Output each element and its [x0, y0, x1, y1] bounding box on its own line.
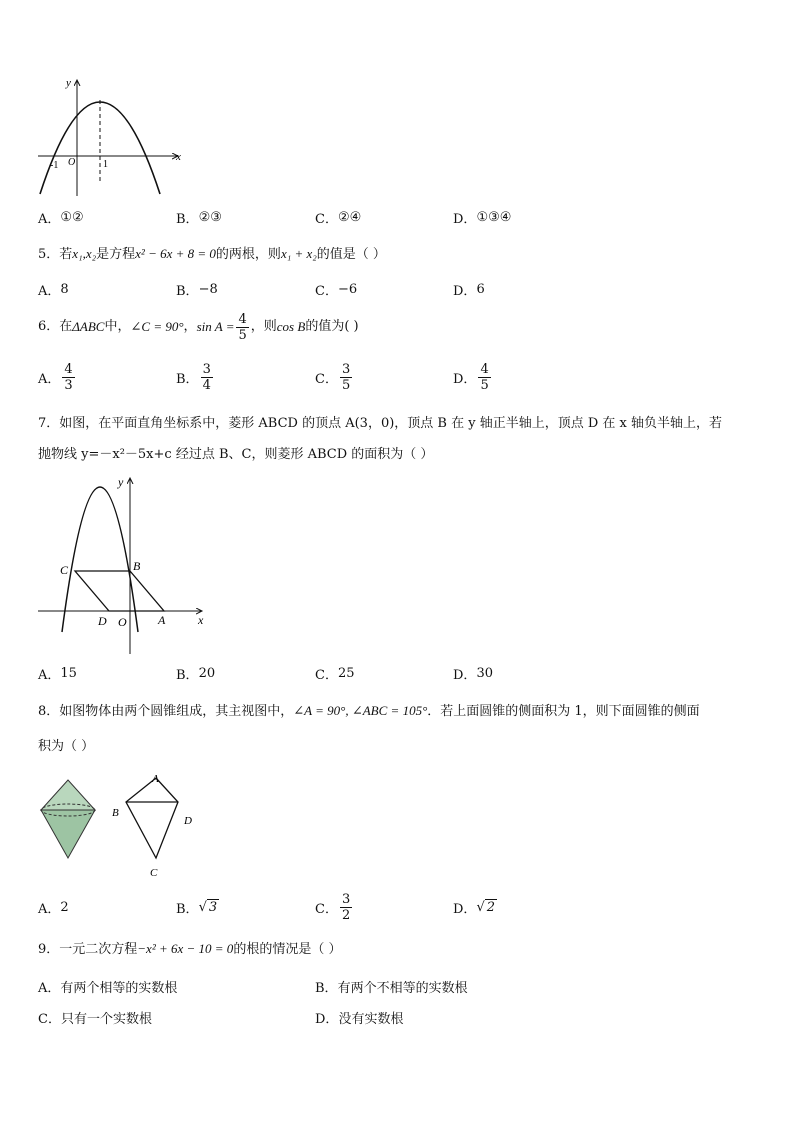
q9-option-c[interactable]: C． 只有一个实数根: [38, 1011, 152, 1027]
q5-stem: 5．若x₁,x₂是方程x² − 6x + 8 = 0的两根，则x₁ + x₂的值是（ ）: [38, 246, 386, 262]
front-view-quad: [126, 778, 178, 858]
q6-option-d[interactable]: D． $\frac{4}{5}$: [453, 361, 489, 393]
option-text: ②③: [198, 209, 222, 225]
option-label: B．: [176, 211, 199, 227]
q6-option-a[interactable]: A． $\frac{4}{3}$: [38, 361, 73, 393]
q9-stem: 9．一元二次方程−x² + 6x − 10 = 0的根的情况是（ ）: [38, 941, 342, 957]
q9-option-b[interactable]: B． 有两个不相等的实数根: [315, 980, 468, 996]
point-a-label: A: [158, 613, 166, 627]
q5-option-a[interactable]: A． 8: [38, 281, 69, 299]
point-d-label: D: [184, 815, 192, 827]
q7-stem-line2: 抛物线 y=－x²－5x+c 经过点 B、C，则菱形 ABCD 的面积为（ ）: [38, 447, 434, 462]
one-label: 1: [103, 159, 108, 170]
point-a-label: A: [152, 773, 159, 785]
point-b-label: B: [133, 559, 141, 573]
q4-parabola-figure: [30, 70, 190, 200]
y-label: y: [118, 475, 124, 489]
q9-option-a[interactable]: A． 有两个相等的实数根: [38, 980, 178, 996]
rhombus-abcd: [75, 571, 164, 611]
q5-option-c[interactable]: C． −6: [315, 281, 358, 299]
sqrt: √ 3: [198, 900, 218, 915]
option-text: ②④: [337, 209, 362, 225]
point-b-label: B: [112, 807, 119, 819]
q4-option-d[interactable]: [453, 200, 511, 234]
q6-option-c[interactable]: C． $\frac{3}{5}$: [315, 361, 351, 393]
q8-stem-line2: 积为（ ）: [38, 739, 95, 754]
q5-option-b[interactable]: B． −8: [176, 281, 218, 299]
q7-option-c[interactable]: C． 25: [315, 665, 355, 683]
x-label: x: [198, 613, 204, 627]
option-label: A．: [38, 211, 61, 227]
q9-option-d[interactable]: D． 没有实数根: [315, 1011, 404, 1027]
q8-cone-figure: [36, 770, 206, 882]
y-label: y: [66, 77, 71, 89]
x-label: x: [176, 151, 181, 163]
point-c-label: C: [150, 867, 158, 879]
option-text: ①②: [60, 209, 84, 225]
neg-one-label: -1: [50, 160, 59, 171]
q6-stem: 6． 在 ΔABC 中， ∠C = 90° ， sin A = $\frac{4}{5}$ ，则 cos B 的值为( ): [38, 311, 359, 343]
option-label: C．: [315, 211, 338, 227]
q7-option-a[interactable]: A． 15: [38, 665, 77, 683]
q7-stem-line1: 7．如图，在平面直角坐标系中，菱形 ABCD 的顶点 A(3，0)，顶点 B 在 y 轴正半轴上，顶点 D 在 x 轴负半轴上，若: [38, 416, 723, 431]
point-c-label: C: [60, 563, 69, 577]
q7-option-b[interactable]: B． 20: [176, 665, 216, 683]
q8-option-a[interactable]: A． 2: [38, 899, 69, 917]
q7-option-d[interactable]: D． 30: [453, 665, 493, 683]
fraction: $\frac{4}{5}$: [238, 311, 247, 343]
q4-option-b[interactable]: [176, 200, 222, 234]
q8-option-b[interactable]: B． √ 3: [176, 900, 218, 917]
lower-cone: [41, 810, 95, 858]
point-d-label: D: [98, 614, 107, 628]
option-label: D．: [453, 211, 477, 227]
q8-option-d[interactable]: D． √ 2: [453, 900, 496, 917]
q8-option-c[interactable]: C． $\frac{3}{2}$: [315, 891, 351, 923]
sqrt: √ 2: [476, 900, 496, 915]
option-text: ①③④: [476, 209, 512, 225]
q4-option-a[interactable]: [38, 200, 84, 234]
q8-stem-line1: 8．如图物体由两个圆锥组成，其主视图中，∠A = 90°, ∠ABC = 105°．若上面圆锥的侧面积为 1，则下面圆锥的侧面: [38, 703, 700, 719]
parabola-curve: [62, 487, 138, 632]
q5-option-d[interactable]: D． 6: [453, 281, 485, 299]
origin-label: O: [118, 615, 127, 629]
q4-option-c[interactable]: [315, 200, 361, 234]
q6-option-b[interactable]: B． $\frac{3}{4}$: [176, 361, 211, 393]
origin-label: O: [68, 157, 76, 168]
q7-rhombus-figure: [30, 472, 220, 657]
